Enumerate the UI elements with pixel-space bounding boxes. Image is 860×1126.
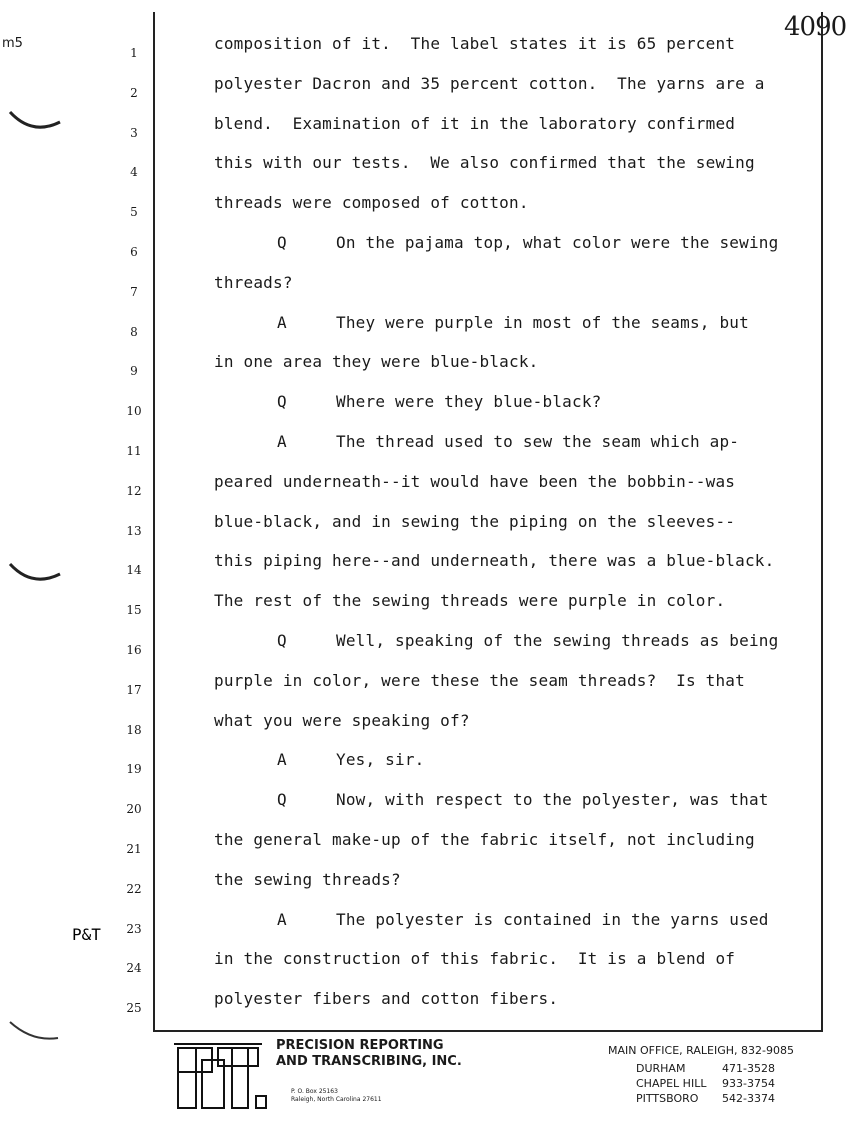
line-number: 20 [126,802,142,817]
transcript-line: Q On the pajama top, what color were the sewing [277,233,779,252]
line-number: 21 [126,842,142,856]
line-number: 23 [126,921,142,936]
line-number: 7 [130,284,138,299]
transcript-line: A They were purple in most of the seams, but [277,312,749,332]
line-number: 15 [126,603,142,618]
address-line2: Raleigh, North Carolina 27611 [291,1096,382,1103]
company-name-line1: PRECISION REPORTING [276,1038,444,1053]
branch-phone: 471-3528 [722,1062,775,1075]
branch-office [636,1076,794,1091]
transcript-line: purple in color, were these the seam threads? Is that [214,670,745,690]
transcript-line: this with our tests. We also confirmed that the sewing [214,153,755,173]
branch-phone: 933-3754 [722,1077,775,1090]
line-number: 8 [130,324,138,339]
line-number: 16 [126,643,142,657]
logo-text: P&T [72,925,101,944]
office-listing [608,1044,794,1106]
transcript-line: this piping here--and underneath, there was a blue-black. [214,551,775,571]
line-number: 2 [130,85,138,100]
company-name [276,1038,462,1070]
transcript-line: A Yes, sir. [277,750,425,770]
line-number: 13 [126,523,142,538]
line-number: 14 [126,563,142,578]
transcript-line: threads? [214,272,293,292]
page-number: 4090 [784,12,847,42]
branch-office [636,1091,794,1106]
line-number: 24 [126,961,142,976]
line-number: 1 [130,46,138,60]
transcript-line: the general make-up of the fabric itself, not including [214,830,755,849]
line-number: 9 [130,364,138,379]
line-number: 6 [130,245,138,259]
line-number: 4 [130,165,138,180]
transcript-line: The rest of the sewing threads were purple in color. [214,591,726,611]
main-office: MAIN OFFICE, RALEIGH, 832-9085 [608,1044,794,1057]
transcript-line: A The thread used to sew the seam which ap- [277,432,740,451]
transcript-line: the sewing threads? [214,869,401,889]
transcript-line: blend. Examination of it in the laboratory confirmed [214,113,736,133]
hole-punch-mark-middle [2,556,62,586]
line-number: 12 [126,483,142,498]
line-number: 10 [126,404,142,419]
hole-punch-mark-top [2,104,62,134]
line-number: 22 [126,881,142,896]
line-number: 19 [126,762,142,777]
branch-office [636,1061,794,1076]
branch-name: CHAPEL HILL [636,1077,707,1090]
line-number: 25 [126,1001,142,1016]
transcript-line: polyester Dacron and 35 percent cotton. The yarns are a [214,73,765,93]
branch-name: DURHAM [636,1062,686,1075]
company-name-line2: AND TRANSCRIBING, INC. [276,1054,462,1069]
branch-phone: 542-3374 [722,1092,775,1105]
address-line1: P. O. Box 25163 [291,1088,338,1095]
line-number: 18 [126,722,142,737]
transcript-line: blue-black, and in sewing the piping on the sleeves-- [214,511,736,531]
transcript-line: threads were composed of cotton. [214,193,529,213]
transcript-line: A The polyester is contained in the yarns used [277,909,769,929]
transcript-line: composition of it. The label states it is 65 percent [214,34,736,53]
company-address [291,1088,382,1104]
margin-tag: m5 [2,36,23,51]
branch-name: PITTSBORO [636,1092,699,1105]
transcript-line: in one area they were blue-black. [214,352,539,372]
line-number: 5 [130,205,138,220]
transcript-line: Q Where were they blue-black? [277,392,602,412]
transcript-line: Q Now, with respect to the polyester, was that [277,790,769,810]
transcript-line: Q Well, speaking of the sewing threads as being [277,631,779,650]
transcript-line: what you were speaking of? [214,710,470,730]
line-number: 11 [126,444,142,458]
line-number: 3 [130,125,138,140]
transcript-line: polyester fibers and cotton fibers. [214,989,559,1009]
line-number: 17 [126,682,142,697]
transcript-line: in the construction of this fabric. It is a blend of [214,949,736,969]
transcript-line: peared underneath--it would have been the bobbin--was [214,471,736,491]
